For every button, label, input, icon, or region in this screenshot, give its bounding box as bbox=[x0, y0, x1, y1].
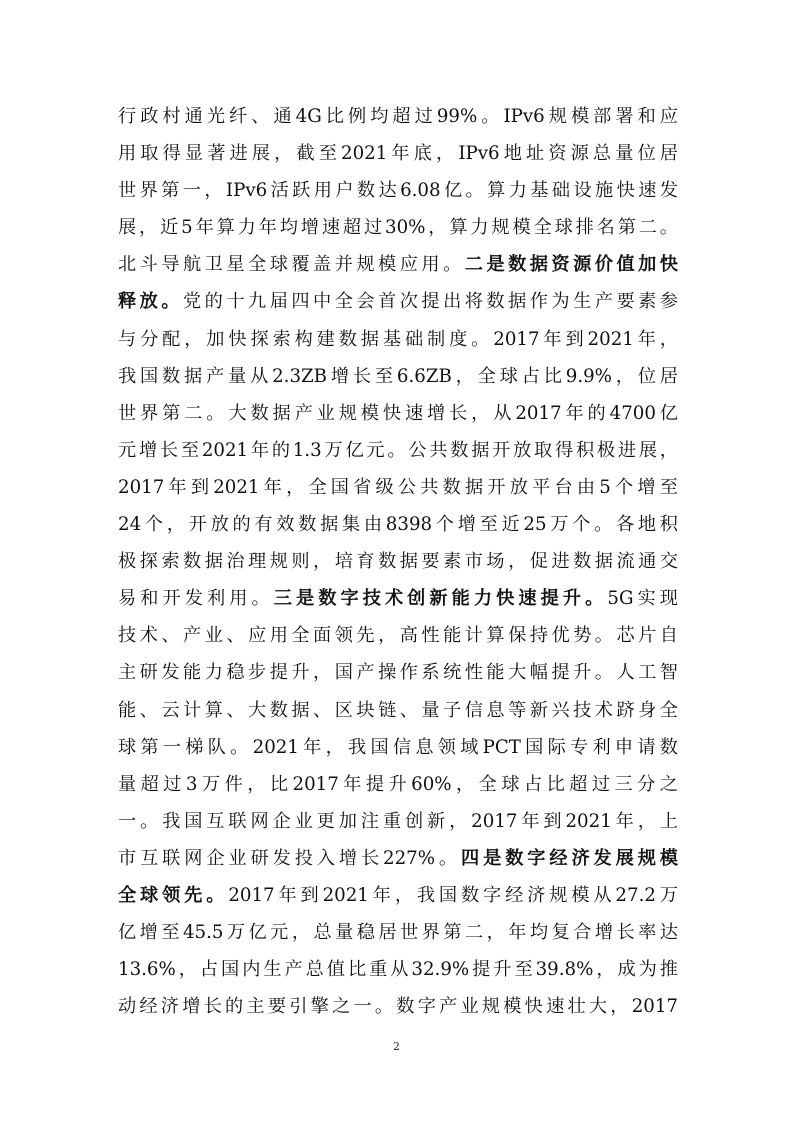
bold-heading-text: 释放。 bbox=[118, 291, 184, 313]
body-text-segment: 元增长至2021年的1.3万亿元。公共数据开放取得积极进展， bbox=[118, 439, 678, 461]
body-text-segment: 世界第一，IPv6活跃用户数达6.08亿。算力基础设施快速发 bbox=[118, 180, 678, 202]
body-text-segment: 与分配，加快探索构建数据基础制度。2017年到2021年， bbox=[118, 328, 678, 350]
text-line bbox=[118, 729, 678, 766]
body-text-segment: 13.6%，占国内生产总值比重从32.9%提升至39.8%，成为推 bbox=[118, 959, 678, 981]
text-line bbox=[118, 209, 678, 246]
body-text-segment: 市互联网企业研发投入增长227%。 bbox=[118, 847, 462, 869]
text-line bbox=[118, 246, 678, 283]
body-text-segment: 我国数据产量从2.3ZB增长至6.6ZB，全球占比9.9%，位居 bbox=[118, 365, 678, 387]
text-line bbox=[118, 654, 678, 691]
page-number: 2 bbox=[393, 1040, 400, 1053]
bold-heading-text: 全球领先。 bbox=[118, 884, 229, 906]
body-text-segment: 动经济增长的主要引擎之一。数字产业规模快速壮大，2017 bbox=[118, 996, 678, 1018]
body-text-segment: 5G实现 bbox=[607, 588, 678, 610]
body-text-segment: 北斗导航卫星全球覆盖并规模应用。 bbox=[118, 254, 465, 276]
body-text-segment: 24个，开放的有效数据集由8398个增至近25万个。各地积 bbox=[118, 514, 678, 536]
text-line bbox=[118, 951, 678, 988]
body-text-segment: 易和开发利用。 bbox=[118, 588, 274, 610]
body-text bbox=[118, 98, 678, 1025]
bold-heading-text: 二是数据资源价值加快 bbox=[464, 254, 678, 276]
text-line bbox=[118, 135, 678, 172]
body-text-segment: 党的十九届四中全会首次提出将数据作为生产要素参 bbox=[183, 291, 678, 313]
text-line bbox=[118, 617, 678, 654]
text-line bbox=[118, 803, 678, 840]
text-line bbox=[118, 432, 678, 469]
body-text-segment: 2017年到2021年，全国省级公共数据开放平台由5个增至 bbox=[118, 476, 678, 498]
bold-heading-text: 四是数字经济发展规模 bbox=[461, 847, 678, 869]
body-text-segment: 主研发能力稳步提升，国产操作系统性能大幅提升。人工智 bbox=[118, 662, 678, 684]
body-text-segment: 用取得显著进展，截至2021年底，IPv6地址资源总量位居 bbox=[118, 143, 678, 165]
text-line bbox=[118, 98, 678, 135]
text-line bbox=[118, 395, 678, 432]
text-line bbox=[118, 283, 678, 320]
bold-heading-text: 三是数字技术创新能力快速提升。 bbox=[273, 588, 608, 610]
body-text-segment: 2017年到2021年，我国数字经济规模从27.2万 bbox=[228, 884, 678, 906]
text-line bbox=[118, 172, 678, 209]
text-line bbox=[118, 469, 678, 506]
body-text-segment: 极探索数据治理规则，培育数据要素市场，促进数据流通交 bbox=[118, 551, 678, 573]
body-text-segment: 世界第二。大数据产业规模快速增长，从2017年的4700亿 bbox=[118, 402, 678, 424]
body-text-segment: 展，近5年算力年均增速超过30%，算力规模全球排名第二。 bbox=[118, 217, 678, 239]
body-text-segment: 球第一梯队。2021年，我国信息领域PCT国际专利申请数 bbox=[118, 736, 678, 758]
text-line bbox=[118, 580, 678, 617]
text-line bbox=[118, 321, 678, 358]
text-line bbox=[118, 914, 678, 951]
text-line bbox=[118, 840, 678, 877]
body-text-segment: 亿增至45.5万亿元，总量稳居世界第二，年均复合增长率达 bbox=[118, 922, 678, 944]
text-line bbox=[118, 766, 678, 803]
text-line bbox=[118, 358, 678, 395]
body-text-segment: 能、云计算、大数据、区块链、量子信息等新兴技术跻身全 bbox=[118, 699, 678, 721]
body-text-segment: 行政村通光纤、通4G比例均超过99%。IPv6规模部署和应 bbox=[118, 106, 678, 127]
text-line bbox=[118, 988, 678, 1025]
body-text-segment: 一。我国互联网企业更加注重创新，2017年到2021年，上 bbox=[118, 810, 678, 832]
text-line bbox=[118, 506, 678, 543]
text-line bbox=[118, 877, 678, 914]
text-line bbox=[118, 692, 678, 729]
body-text-segment: 技术、产业、应用全面领先，高性能计算保持优势。芯片自 bbox=[118, 625, 678, 647]
text-line bbox=[118, 543, 678, 580]
body-text-segment: 量超过3万件，比2017年提升60%，全球占比超过三分之 bbox=[118, 773, 678, 795]
